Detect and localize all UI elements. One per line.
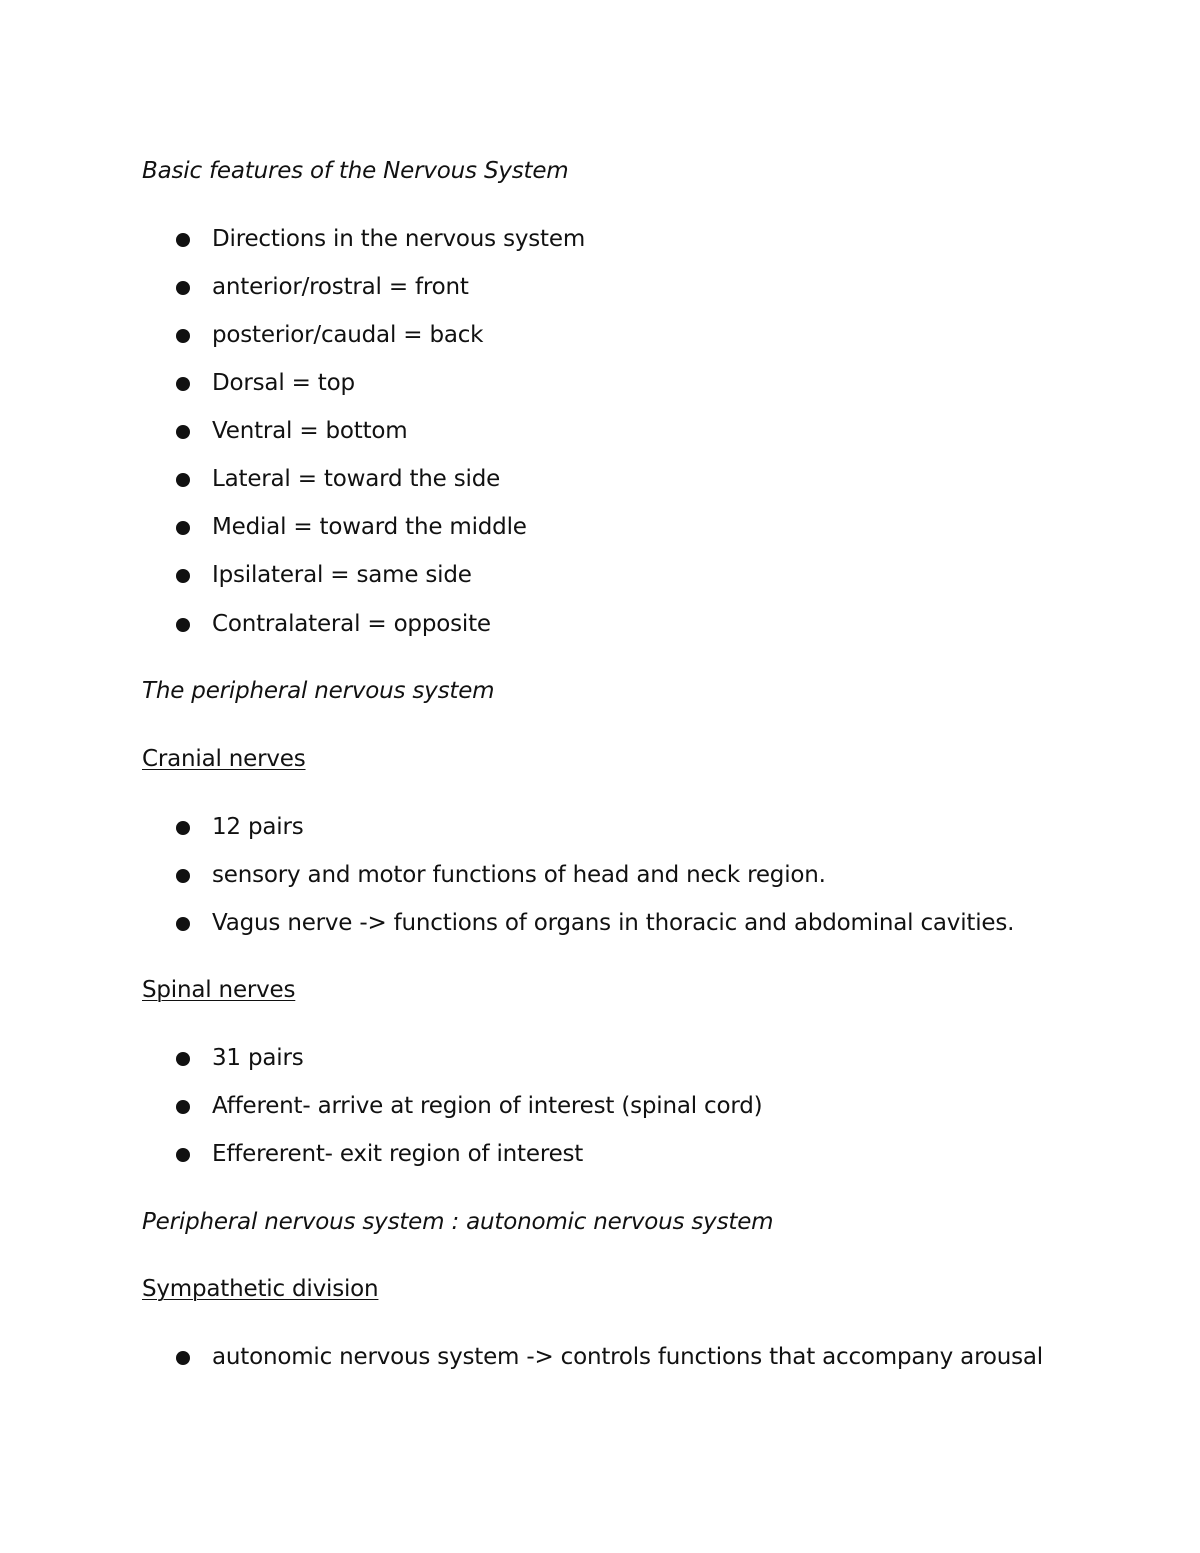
list-item-text: Dorsal = top bbox=[212, 370, 355, 396]
list-item-text: Lateral = toward the side bbox=[212, 466, 501, 492]
list-item-text: posterior/caudal = back bbox=[212, 322, 484, 348]
bullet-icon bbox=[176, 1148, 190, 1162]
bullet-icon bbox=[176, 869, 190, 883]
bullet-icon bbox=[176, 1100, 190, 1114]
section-heading-autonomic: Peripheral nervous system : autonomic nervous system bbox=[142, 1209, 774, 1235]
bullet-icon bbox=[176, 1052, 190, 1066]
list-item-text: 31 pairs bbox=[212, 1045, 304, 1071]
list-item-text: sensory and motor functions of head and neck region. bbox=[212, 862, 826, 888]
section-heading-peripheral: The peripheral nervous system bbox=[142, 678, 495, 704]
bullet-icon bbox=[176, 521, 190, 535]
bullet-icon bbox=[176, 917, 190, 931]
list-item-text: Ventral = bottom bbox=[212, 418, 408, 444]
bullet-icon bbox=[176, 377, 190, 391]
section-heading-basic-features: Basic features of the Nervous System bbox=[142, 158, 569, 184]
bullet-icon bbox=[176, 473, 190, 487]
bullet-icon bbox=[176, 329, 190, 343]
subheading-cranial-nerves: Cranial nerves bbox=[142, 746, 306, 772]
bullet-icon bbox=[176, 618, 190, 632]
subheading-sympathetic-division: Sympathetic division bbox=[142, 1276, 379, 1302]
list-item-text: Directions in the nervous system bbox=[212, 226, 586, 252]
bullet-icon bbox=[176, 821, 190, 835]
bullet-icon bbox=[176, 425, 190, 439]
list-item-text: Ipsilateral = same side bbox=[212, 562, 472, 588]
list-item-text: Medial = toward the middle bbox=[212, 514, 527, 540]
list-item-text: Vagus nerve -> functions of organs in thoracic and abdominal cavities. bbox=[212, 910, 1015, 936]
bullet-icon bbox=[176, 233, 190, 247]
bullet-icon bbox=[176, 281, 190, 295]
bullet-icon bbox=[176, 1351, 190, 1365]
list-item-text: Effererent- exit region of interest bbox=[212, 1141, 584, 1167]
list-item-text: 12 pairs bbox=[212, 814, 304, 840]
list-item-text: anterior/rostral = front bbox=[212, 274, 469, 300]
list-item-text: Afferent- arrive at region of interest (spinal cord) bbox=[212, 1093, 763, 1119]
list-item-text: Contralateral = opposite bbox=[212, 611, 491, 637]
list-item-text: autonomic nervous system -> controls functions that accompany arousal bbox=[212, 1344, 1043, 1370]
bullet-icon bbox=[176, 569, 190, 583]
subheading-spinal-nerves: Spinal nerves bbox=[142, 977, 296, 1003]
